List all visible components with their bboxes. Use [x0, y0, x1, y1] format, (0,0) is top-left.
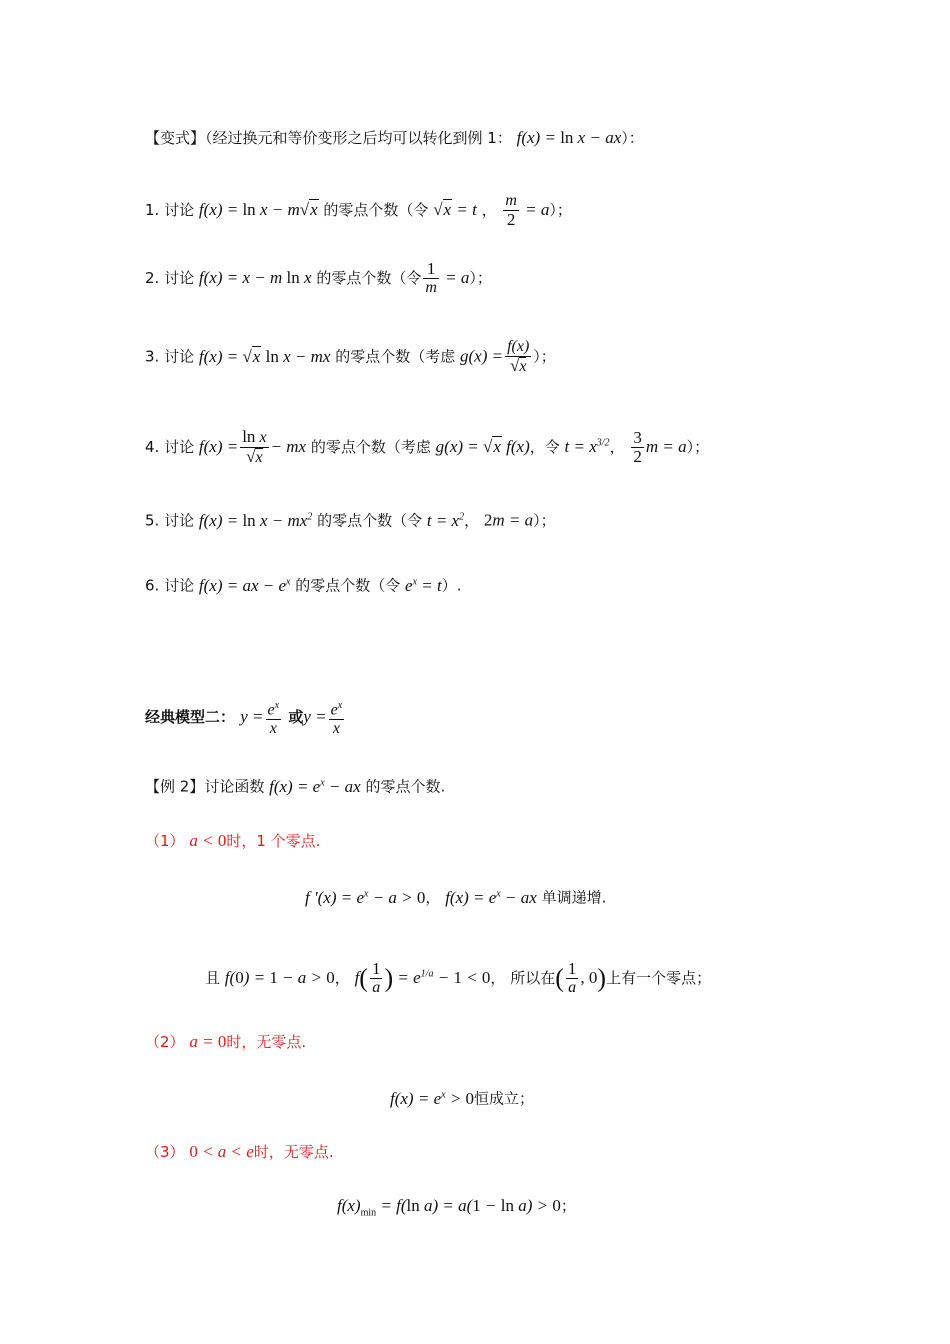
derivation-line: f '$(x) = e^x - a > 0$， $f(x) = e^x$ − ax 单调递增.	[305, 887, 607, 907]
item-formula: f(x) = ln x − m√x	[198, 200, 318, 219]
variant-intro: （经过换元和等价变形之后均可以转化到例 1：	[205, 129, 512, 147]
item-hint: $t = x^2$	[426, 510, 465, 530]
case-condition: a < 0	[189, 831, 227, 850]
case-heading: （1） a < 0时，1 个零点.	[145, 831, 321, 850]
item-formula: f(x) = x − m ln x	[198, 268, 312, 287]
list-item: 3. 讨论 f(x) = √x ln x − mx 的零点个数（考虑 g(x) = $\frac{f(x)}{√x}$ ）；	[145, 338, 556, 375]
derivation-line: 且 f(0) = 1 − a > 0， f( $\frac{1}{a}$ ) = $e^{1/a} - 1 < 0$， 所以在( $\frac{1}{a}$ , 0)上有一个零点；	[205, 959, 712, 996]
item-hint: g(x) = √x f(x)	[435, 437, 530, 456]
item-hint: g(x) =	[460, 346, 504, 366]
case-condition: 0 < a < e	[189, 1142, 254, 1161]
variant-tag: 【变式】	[145, 129, 206, 147]
fraction: $\frac{f(x)}{√x}$	[507, 338, 530, 375]
example-formula: $f(x) = e^x$ − ax	[269, 776, 361, 796]
fraction: $\frac{e^x}{x}$	[266, 697, 282, 738]
list-item: 1. 讨论 f(x) = ln x − m√x 的零点个数（令 √x = t ， $\frac{m}{2}$ = a）；	[145, 192, 572, 229]
item-formula: f(x) =	[198, 437, 239, 456]
fraction: $\frac{1}{a}$	[567, 959, 577, 996]
section-title: 经典模型二： y = $\frac{e^x}{x}$ 或y = $\frac{e^x}{x}$	[145, 697, 346, 738]
case-condition: a = 0	[189, 1032, 227, 1051]
fraction: $\frac{\text{ln x}}{√x}$	[242, 427, 267, 466]
variant-intro-end: ）：	[621, 129, 644, 147]
list-item: 6. 讨论 f(x) = ax − $e^x$ 的零点个数（令 $e^x = t$）.	[145, 575, 462, 595]
item-formula: f(x) = ax − $e^x$	[198, 575, 291, 595]
case-heading: （2） a = 0时，无零点.	[145, 1032, 307, 1051]
case-heading: （3） 0 < a < e时，无零点.	[145, 1142, 334, 1161]
fraction: $\frac{1}{m}$	[425, 259, 437, 296]
fraction: $\frac{e^x}{x}$	[329, 697, 345, 738]
list-item: 2. 讨论 f(x) = x − m ln x 的零点个数（令 $\frac{1}{m}$ = a）；	[145, 259, 492, 296]
derivation-line: $f(x)_{min} = f(\ln$ a) = a(1 − ln a) > 0；	[337, 1196, 576, 1219]
fraction: $\frac{m}{2}$	[505, 192, 517, 229]
item-hint: $e^x = t$	[405, 575, 442, 595]
variant-intro-formula: f(x) = ln x − ax	[516, 128, 622, 147]
item-formula: $f(x) = \ln x - mx^2$	[198, 510, 313, 530]
list-item: 4. 讨论 f(x) = $\frac{\text{ln x}}{√x}$ − mx 的零点个数（考虑 g(x) = √x f(x)，令 $t = x^{3/2}$， $\frac{3}{2}$ m = a）；	[145, 427, 710, 466]
fraction: $\frac{1}{a}$	[371, 959, 381, 996]
variant-heading	[145, 128, 644, 148]
fraction: $\frac{3}{2}$	[633, 428, 642, 466]
item-hint: √x = t	[433, 200, 477, 219]
list-item: 5. 讨论 $f(x) = \ln x - mx^2$ 的零点个数（令 $t = x^2$， 2m = a）；	[145, 510, 556, 530]
example-heading: 【例 2】讨论函数 $f(x) = e^x$ − ax 的零点个数.	[145, 776, 446, 796]
derivation-line: $f(x) = e^x > 0$恒成立；	[390, 1088, 535, 1108]
item-formula: f(x) = √x ln x − mx	[198, 346, 331, 366]
